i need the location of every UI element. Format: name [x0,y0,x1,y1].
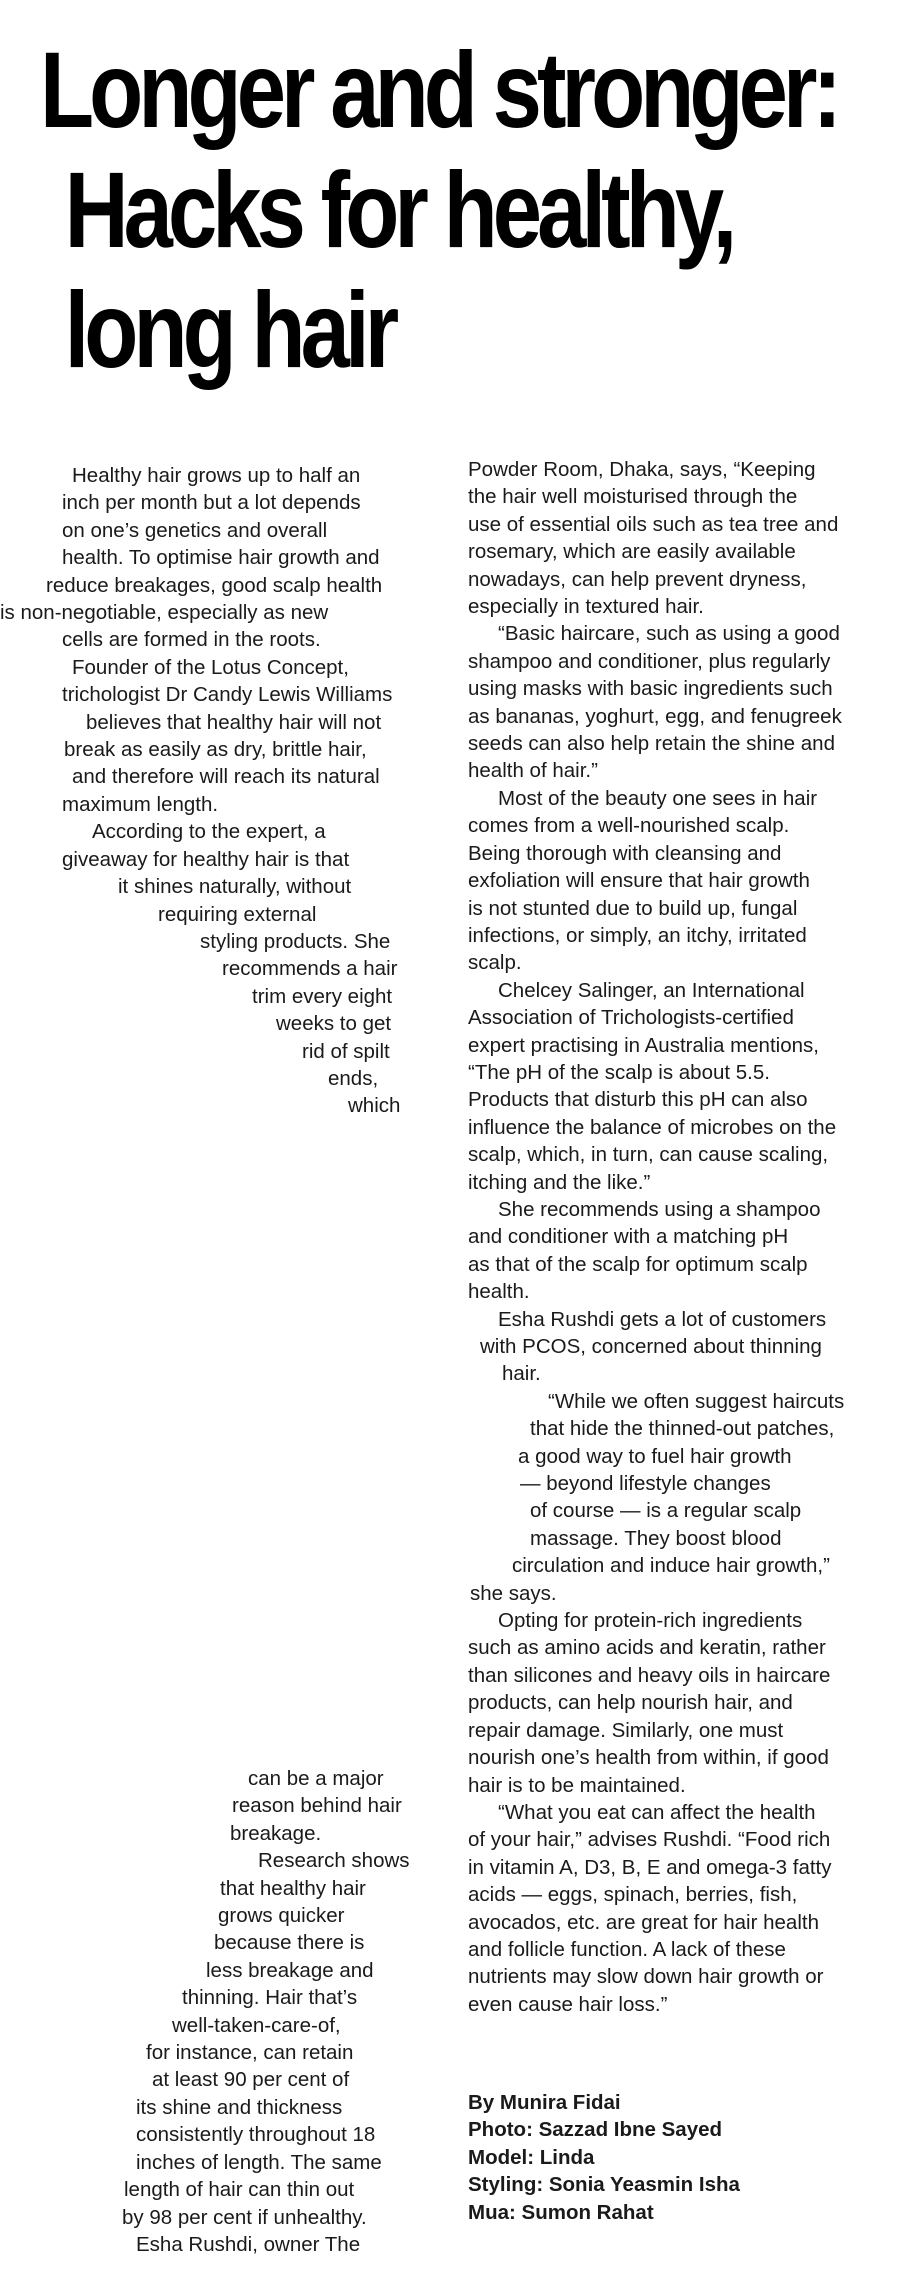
text-line: and therefore will reach its natural [72,765,380,789]
text-line: — beyond lifestyle changes [520,1472,771,1496]
credit-mua: Mua: Sumon Rahat [468,2200,654,2224]
text-line: nowadays, can help prevent dryness, [468,567,807,591]
text-line: Association of Trichologists-certified [468,1006,794,1030]
text-line: can be a major [248,1767,384,1790]
text-line: Esha Rushdi gets a lot of customers [498,1307,827,1331]
text-line: that healthy hair [220,1876,366,1900]
text-line: Chelcey Salinger, an International [498,978,805,1002]
text-line: Most of the beauty one sees in hair [498,786,818,810]
text-line: Founder of the Lotus Concept, [72,655,349,679]
text-line: its shine and thickness [136,2095,343,2119]
text-line: hair is to be maintained. [468,1773,686,1797]
text-line: nutrients may slow down hair growth or [468,1965,824,1989]
text-line: Research shows [258,1849,410,1873]
text-line: and follicle function. A lack of these [468,1937,786,1961]
text-line: especially in textured hair. [468,595,704,619]
text-line: influence the balance of microbes on the [468,1115,837,1139]
text-line: ends, [328,1066,379,1090]
text-line: as that of the scalp for optimum scalp [468,1252,808,1276]
text-line: She recommends using a shampoo [498,1197,821,1221]
text-line: using masks with basic ingredients such [468,677,833,701]
text-line: health. [468,1280,530,1304]
text-line: thinning. Hair that’s [182,1986,358,2010]
text-line: Healthy hair grows up to half an [72,464,361,487]
text-line: exfoliation will ensure that hair growth [468,869,810,893]
text-line: use of essential oils such as tea tree and [468,512,839,536]
headline [40,30,837,390]
text-line: “While we often suggest haircuts [548,1389,845,1413]
text-line: a good way to fuel hair growth [518,1444,792,1468]
text-line: trichologist Dr Candy Lewis Williams [62,683,393,707]
text-line: “What you eat can affect the health [498,1800,816,1824]
text-line: than silicones and heavy oils in haircare [468,1663,831,1687]
text-line: acids — eggs, spinach, berries, fish, [468,1883,798,1907]
text-line: inches of length. The same [136,2150,382,2174]
text-line: maximum length. [62,792,219,816]
text-line: by 98 per cent if unhealthy. [122,2205,367,2229]
credit-photo: Photo: Sazzad Ibne Sayed [468,2118,723,2142]
article-left-column-bottom [0,1765,430,2258]
text-line: believes that healthy hair will not [86,710,382,734]
text-line: length of hair can thin out [124,2178,355,2202]
headline-line-3: long hair [64,269,395,390]
text-line: health of hair.” [468,759,598,783]
text-line: comes from a well-nourished scalp. [468,814,790,838]
text-line: “Basic haircare, such as using a good [498,622,840,646]
text-line: recommends a hair [222,957,398,981]
text-line: scalp, which, in turn, can cause scaling, [468,1143,829,1167]
text-line: consistently throughout 18 [136,2123,376,2147]
text-line: styling products. She [200,929,391,953]
text-line: because there is [214,1931,365,1955]
text-line: well-taken-care-of, [172,2013,341,2037]
text-line: rosemary, which are easily available [468,540,796,564]
text-line: weeks to get [276,1012,392,1036]
text-line: Opting for protein-rich ingredients [498,1609,803,1633]
text-line: shampoo and conditioner, plus regularly [468,649,831,673]
text-line: seeds can also help retain the shine and [468,732,835,756]
text-line: in vitamin A, D3, B, E and omega-3 fatty [468,1855,832,1879]
text-line: circulation and induce hair growth,” [512,1554,830,1578]
text-line: and conditioner with a matching pH [468,1225,789,1249]
text-line: products, can help nourish hair, and [468,1691,793,1715]
headline-line-2: Hacks for healthy, [64,149,733,270]
article-right-column [468,456,913,2018]
text-line: on one’s genetics and overall [62,518,328,542]
credit-styling: Styling: Sonia Yeasmin Isha [468,2173,740,2197]
text-line: break as easily as dry, brittle hair, [64,738,367,762]
text-line: that hide the thinned-out patches, [530,1417,835,1441]
text-line: requiring external [158,902,317,926]
text-line: nourish one’s health from within, if good [468,1746,829,1770]
text-line: is non-negotiable, especially as new [0,601,329,625]
text-line: itching and the like.” [468,1170,651,1194]
headline-line-1: Longer and stronger: [40,29,838,150]
text-line: According to the expert, a [92,820,326,844]
text-line: the hair well moisturised through the [468,485,798,509]
text-line: Powder Room, Dhaka, says, “Keeping [468,458,816,481]
text-line: with PCOS, concerned about thinning [480,1335,822,1358]
text-line: even cause hair loss.” [468,1992,668,2016]
text-line: infections, or simply, an itchy, irritated [468,923,807,947]
text-line: giveaway for healthy hair is that [62,847,350,871]
text-line: inch per month but a lot depends [62,491,361,515]
text-line: hair. [502,1362,541,1386]
text-line: “The pH of the scalp is about 5.5. [468,1060,770,1084]
article-left-column-top [0,462,430,1120]
text-line: of course — is a regular scalp [530,1499,802,1523]
text-line: Being thorough with cleansing and [468,841,782,865]
credits [468,2089,740,2226]
text-line: such as amino acids and keratin, rather [468,1636,826,1660]
text-line: reduce breakages, good scalp health [46,573,383,597]
text-line: at least 90 per cent of [152,2068,350,2092]
text-line: scalp. [468,951,522,975]
credit-author: By Munira Fidai [468,2091,621,2114]
text-line: Esha Rushdi, owner The [136,2232,361,2256]
text-line: less breakage and [206,1958,374,1982]
text-line: reason behind hair [232,1794,402,1818]
text-line: trim every eight [252,984,393,1008]
text-line: breakage. [230,1821,322,1845]
text-line: repair damage. Similarly, one must [468,1718,784,1742]
text-line: cells are formed in the roots. [62,628,321,652]
text-line: she says. [470,1581,557,1605]
text-line: expert practising in Australia mentions, [468,1033,819,1057]
text-line: it shines naturally, without [118,875,352,899]
credit-model: Model: Linda [468,2145,595,2169]
text-line: grows quicker [218,1904,345,1928]
text-line: rid of spilt [302,1039,390,1063]
text-line: which [348,1094,401,1118]
text-line: for instance, can retain [146,2041,354,2065]
text-line: massage. They boost blood [530,1526,782,1550]
text-line: Products that disturb this pH can also [468,1088,808,1112]
text-line: avocados, etc. are great for hair health [468,1910,819,1934]
text-line: as bananas, yoghurt, egg, and fenugreek [468,704,842,728]
text-line: is not stunted due to build up, fungal [468,896,798,920]
text-line: health. To optimise hair growth and [62,546,380,570]
text-line: of your hair,” advises Rushdi. “Food rich [468,1828,831,1852]
